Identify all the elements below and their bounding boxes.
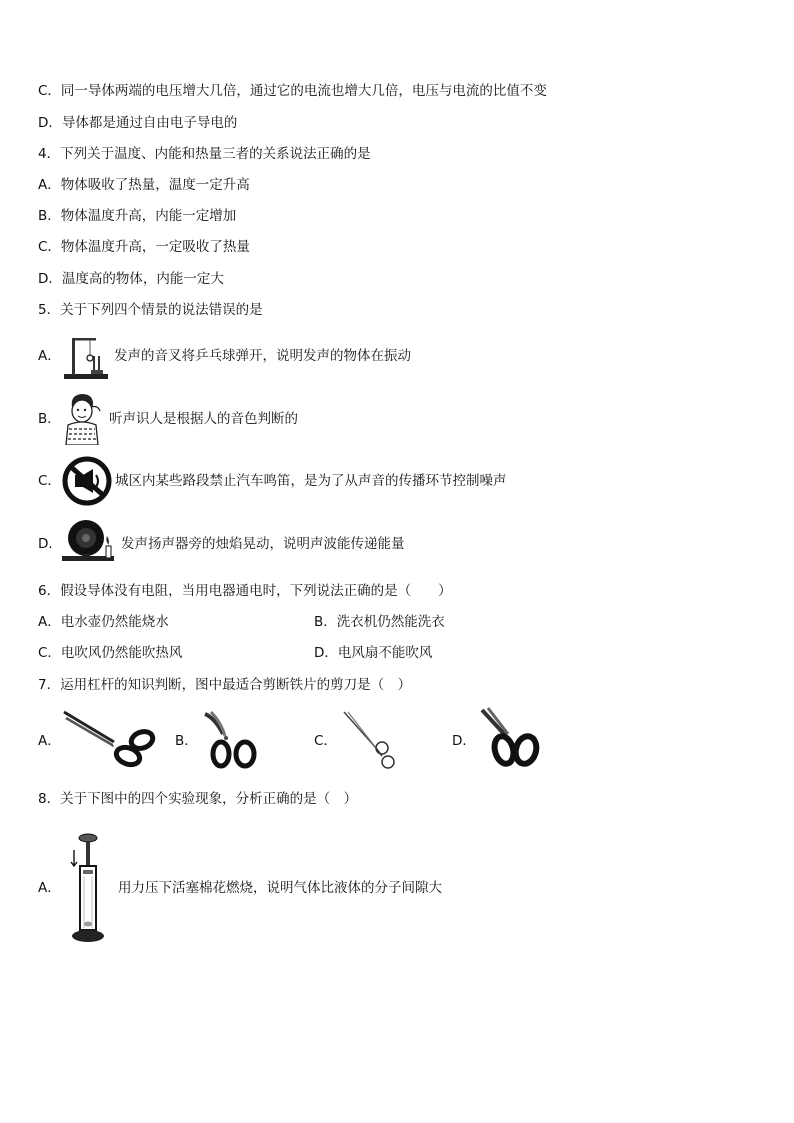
tuning-fork-ball-image [60, 330, 112, 382]
household-scissors-image [478, 706, 544, 774]
q4-option-d: D．温度高的物体，内能一定大 [38, 271, 224, 287]
q7-option-c-letter: C． [314, 733, 337, 749]
q5-option-c-letter: C． [38, 473, 61, 489]
q5-option-c-text: 城区内某些路段禁止汽车鸣笛，是为了从声音的传播环节控制噪声 [115, 473, 507, 489]
q8-option-a-text: 用力压下活塞棉花燃烧，说明气体比液体的分子间隙大 [118, 880, 442, 896]
speaker-candle-image [60, 516, 120, 566]
q5-option-d-text: 发声扬声器旁的烛焰晃动，说明声波能传递能量 [121, 536, 405, 552]
q3-option-d: D．导体都是通过自由电子导电的 [38, 115, 238, 131]
q4-stem: 4．下列关于温度、内能和热量三者的关系说法正确的是 [38, 146, 371, 162]
q6-option-a: A．电水壶仍然能烧水 [38, 614, 169, 630]
q6-option-d: D．电风扇不能吹风 [314, 645, 433, 661]
q5-option-b-letter: B． [38, 411, 61, 427]
no-honking-sign-icon [61, 455, 113, 507]
q7-option-b-letter: B． [175, 733, 198, 749]
q5-option-d-letter: D． [38, 536, 62, 552]
q4-option-b: B．物体温度升高，内能一定增加 [38, 208, 237, 224]
q7-option-a-letter: A． [38, 733, 61, 749]
q6-option-c: C．电吹风仍然能吹热风 [38, 645, 183, 661]
thin-long-scissors-image [342, 710, 400, 774]
q3-option-c: C．同一导体两端的电压增大几倍，通过它的电流也增大几倍，电压与电流的比值不变 [38, 83, 547, 99]
q6-option-b: B．洗衣机仍然能洗衣 [314, 614, 445, 630]
q5-stem: 5．关于下列四个情景的说法错误的是 [38, 302, 263, 318]
q7-option-d-letter: D． [452, 733, 476, 749]
q5-option-b-text: 听声识人是根据人的音色判断的 [109, 411, 298, 427]
listener-person-image [60, 391, 104, 445]
q5-option-a-letter: A． [38, 348, 61, 364]
q7-stem: 7．运用杠杆的知识判断，图中最适合剪断铁片的剪刀是（ ） [38, 677, 412, 693]
q4-option-c: C．物体温度升高，一定吸收了热量 [38, 239, 250, 255]
q8-option-a-letter: A． [38, 880, 61, 896]
piston-cotton-image [64, 832, 104, 946]
long-blade-scissors-image [60, 708, 156, 772]
short-blade-scissors-image [199, 708, 263, 774]
q8-stem: 8．关于下图中的四个实验现象，分析正确的是（ ） [38, 791, 358, 807]
q5-option-a-text: 发声的音叉将乒乓球弹开，说明发声的物体在振动 [114, 348, 411, 364]
q4-option-a: A．物体吸收了热量，温度一定升高 [38, 177, 250, 193]
q6-stem: 6．假设导体没有电阻，当用电器通电时，下列说法正确的是（ ） [38, 583, 452, 599]
